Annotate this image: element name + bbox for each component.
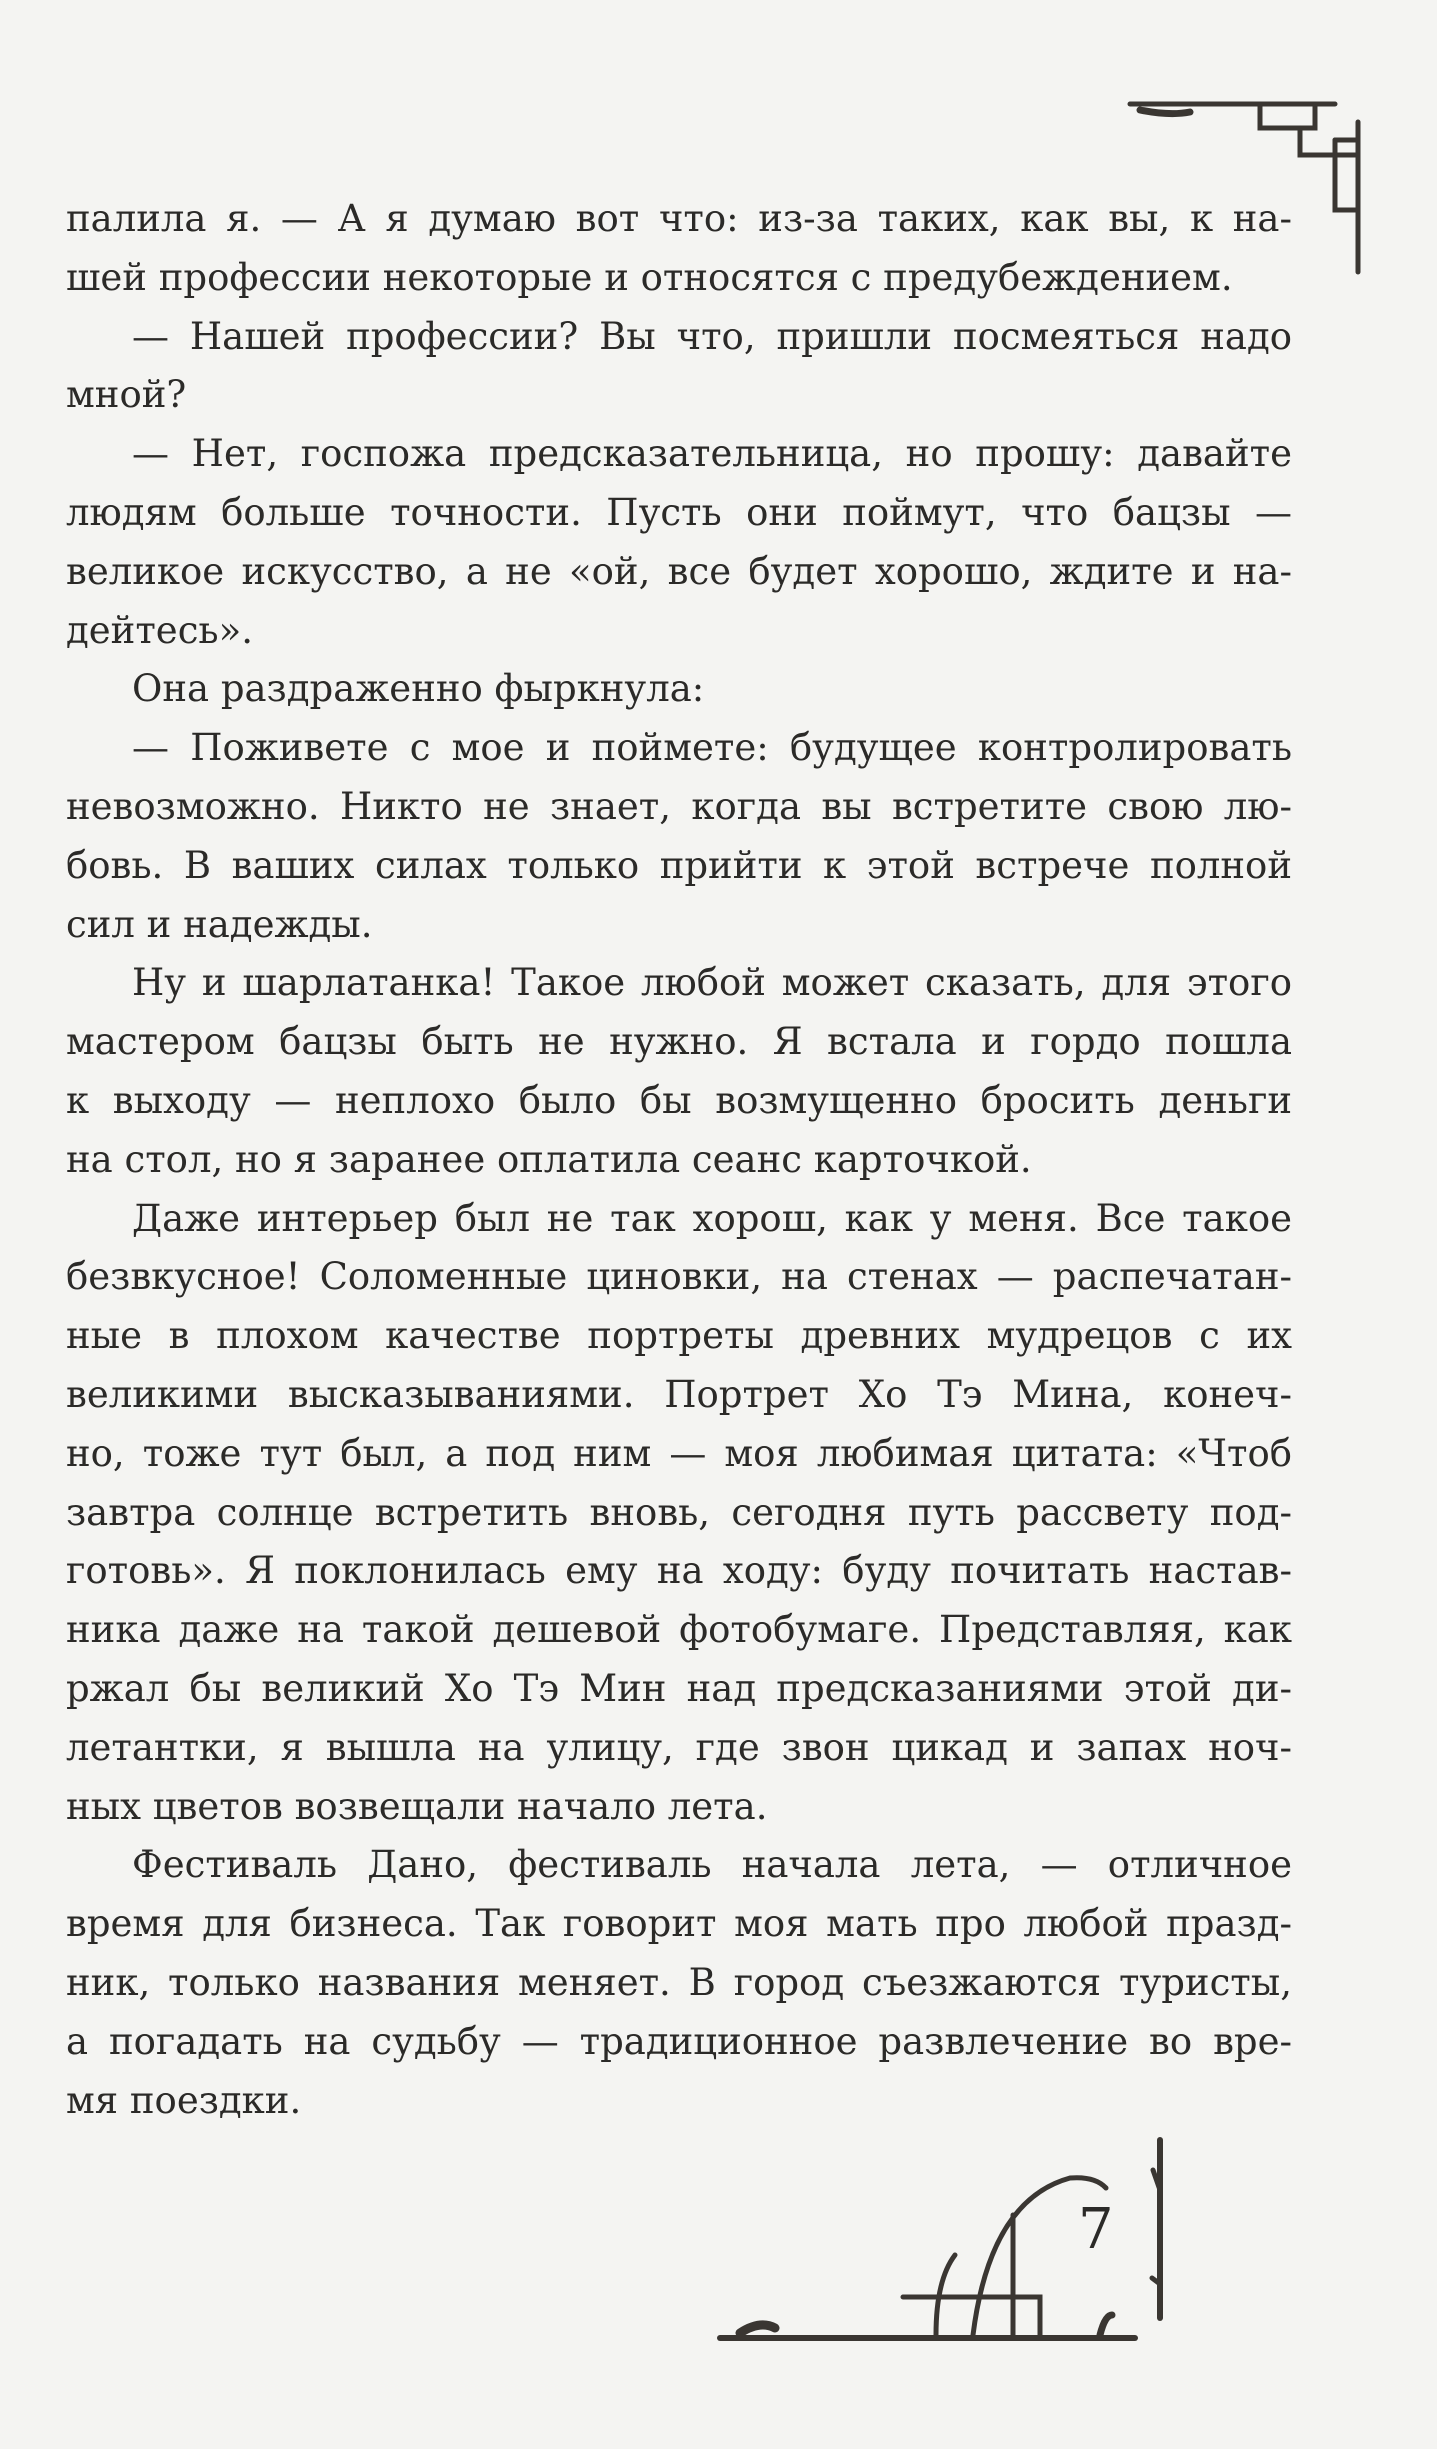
paragraph xyxy=(66,660,1292,719)
text-line: — Поживете с мое и поймете: будущее контролировать xyxy=(132,726,1292,770)
text-line: невозможно. Никто не знает, когда вы встретите свою лю- xyxy=(66,784,1292,828)
text-line: сил и надежды. xyxy=(66,902,373,946)
text-line: готовь». Я поклонилась ему на ходу: буду почитать настав- xyxy=(66,1549,1292,1593)
text-line: время для бизнеса. Так говорит моя мать про любой празд- xyxy=(66,1902,1292,1946)
text-line: мя поездки. xyxy=(66,2078,302,2122)
paragraph xyxy=(66,1190,1292,1837)
paragraph xyxy=(66,719,1292,954)
text-line: шей профессии некоторые и относятся с предубеждением. xyxy=(66,255,1233,299)
text-line: дейтесь». xyxy=(66,608,253,652)
paragraph xyxy=(66,1836,1292,2130)
paragraph xyxy=(66,954,1292,1189)
text-line: завтра солнце встретить вновь, сегодня путь рассвету под- xyxy=(66,1490,1292,1534)
page-number: 7 xyxy=(1078,2197,1114,2262)
text-line: Она раздраженно фыркнула: xyxy=(132,667,705,711)
text-line: мной? xyxy=(66,373,187,417)
body-text xyxy=(66,190,1292,2130)
paragraph xyxy=(66,425,1292,660)
text-line: ника даже на такой дешевой фотобумаге. Представляя, как xyxy=(66,1608,1292,1652)
text-line: ные в плохом качестве портреты древних мудрецов с их xyxy=(66,1314,1292,1358)
text-line: — Нет, госпожа предсказательница, но прошу: давайте xyxy=(132,432,1292,476)
text-line: великое искусство, а не «ой, все будет хорошо, ждите и на- xyxy=(66,549,1292,593)
text-line: а погадать на судьбу — традиционное развлечение во вре- xyxy=(66,2019,1292,2063)
text-line: ржал бы великий Хо Тэ Мин над предсказаниями этой ди- xyxy=(66,1666,1292,1710)
text-line: ник, только названия меняет. В город съезжаются туристы, xyxy=(66,1960,1292,2004)
text-line: летантки, я вышла на улицу, где звон цикад и запах ноч- xyxy=(66,1725,1292,1769)
text-line: ных цветов возвещали начало лета. xyxy=(66,1784,768,1828)
text-line: палила я. — А я думаю вот что: из-за таких, как вы, к на- xyxy=(66,197,1292,240)
paragraph xyxy=(66,190,1292,308)
text-line: на стол, но я заранее оплатила сеанс карточкой. xyxy=(66,1137,1032,1181)
text-line: великими высказываниями. Портрет Хо Тэ Мина, конеч- xyxy=(66,1372,1292,1416)
text-line: Фестиваль Дано, фестиваль начала лета, — отличное xyxy=(132,1843,1292,1887)
text-line: людям больше точности. Пусть они поймут, что бацзы — xyxy=(66,490,1292,534)
text-line: — Нашей профессии? Вы что, пришли посмеяться надо xyxy=(132,314,1292,358)
text-line: но, тоже тут был, а под ним — моя любимая цитата: «Чтоб xyxy=(66,1431,1292,1475)
paragraph xyxy=(66,308,1292,426)
text-line: Ну и шарлатанка! Такое любой может сказать, для этого xyxy=(132,961,1292,1005)
text-line: Даже интерьер был не так хорош, как у меня. Все такое xyxy=(132,1196,1292,1240)
text-line: безвкусное! Соломенные циновки, на стенах — распечатан- xyxy=(66,1255,1292,1299)
text-line: бовь. В ваших силах только прийти к этой встрече полной xyxy=(66,843,1292,887)
text-line: к выходу — неплохо было бы возмущенно бросить деньги xyxy=(66,1078,1292,1122)
text-line: мастером бацзы быть не нужно. Я встала и гордо пошла xyxy=(66,1020,1292,1064)
